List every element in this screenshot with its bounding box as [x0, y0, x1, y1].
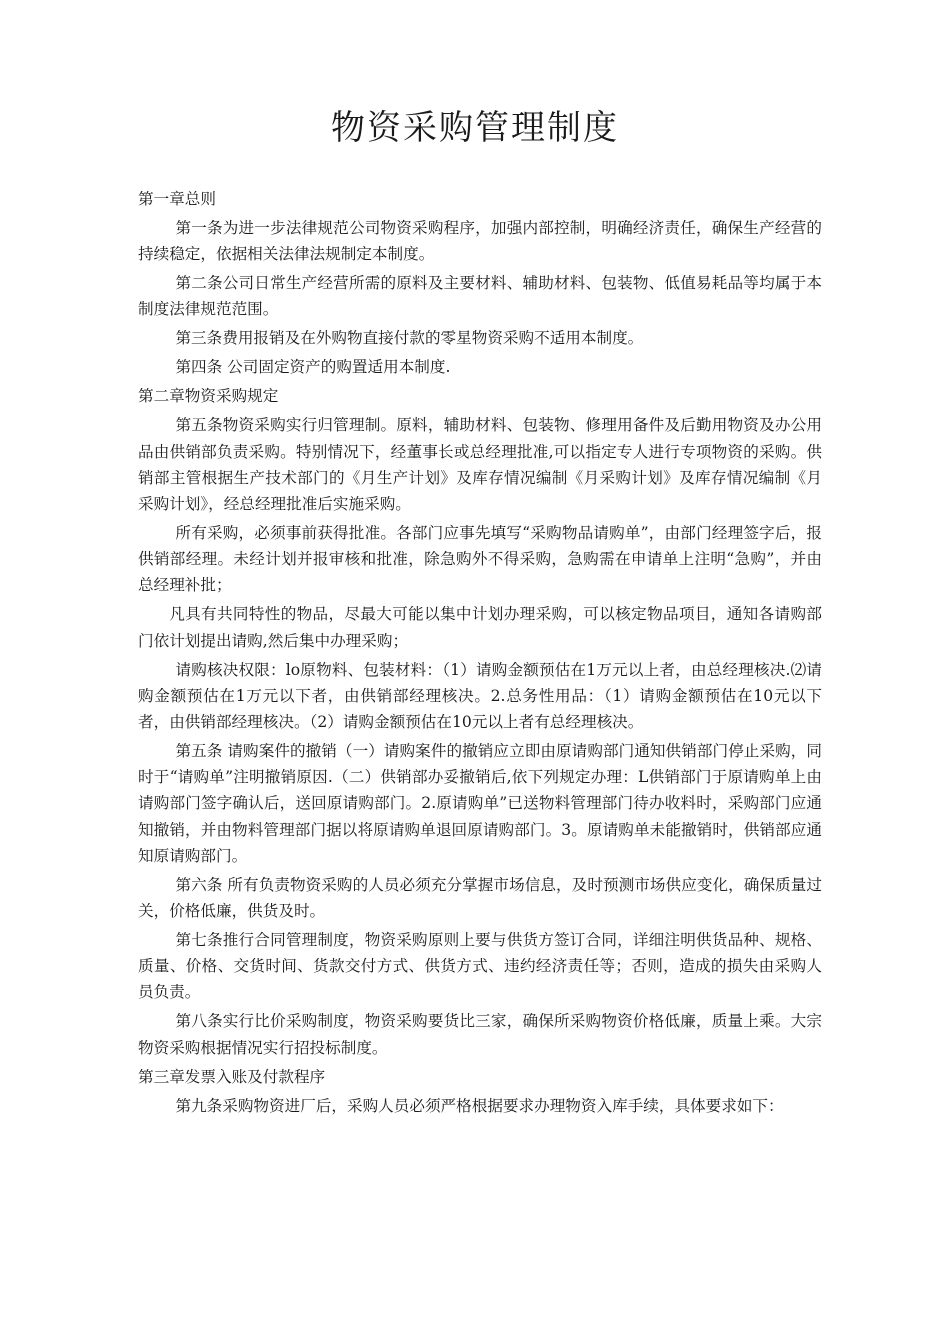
paragraph: 第八条实行比价采购制度，物资采购要货比三家，确保所采购物资价格低廉，质量上乘。大宗物资采购根据情况实行招投标制度。 [138, 1012, 822, 1057]
paragraph: 第二条公司日常生产经营所需的原料及主要材料、辅助材料、包装物、低值易耗品等均属于本制度法律规范范围。 [138, 274, 822, 319]
paragraph: 第三条费用报销及在外购物直接付款的零星物资采购不适用本制度。 [175, 329, 644, 348]
paragraph: 第五条物资采购实行归管理制。原料，辅助材料、包装物、修理用备件及后勤用物资及办公用品由供销部负责采购。特别情况下，经董事长或总经理批准,可以指定专人进行专项物资的采购。供销部主管根据生产技术部门的《月生产计划》及库存情况编制《月采购计划》及库存情况编制《月采购计划》，经总经理批准后实施采购。 [138, 416, 822, 514]
paragraph: 所有采购，必须事前获得批准。各部门应事先填写“采购物品请购单”，由部门经理签字后，报供销部经理。未经计划并报审核和批准，除急购外不得采购，急购需在申请单上注明“急购”，并由总经理补批； [138, 524, 822, 595]
document-body [138, 186, 822, 1122]
paragraph: 第九条采购物资进厂后，采购人员必须严格根据要求办理物资入库手续，具体要求如下： [175, 1096, 784, 1115]
chapter-heading: 第一章总则 [138, 190, 216, 208]
paragraph: 第五条 请购案件的撤销（一）请购案件的撤销应立即由原请购部门通知供销部门停止采购，同时于“请购单”注明撤销原因.（二）供销部办妥撤销后,依下列规定办理：L供销部门于原请购单上由请购部门签字确认后，送回原请购部门。2.原请购单”已送物料管理部门待办收料时，采购部门应通知撤销，并由物料管理部门据以将原请购单退回原请购部门。3。原请购单未能撤销时，供销部应通知原请购部门。 [138, 742, 822, 865]
paragraph: 第四条 公司固定资产的购置适用本制度. [175, 358, 451, 377]
paragraph: 第一条为进一步法律规范公司物资采购程序，加强内部控制，明确经济责任，确保生产经营的持续稳定，依据相关法律法规制定本制度。 [138, 219, 822, 264]
paragraph: 请购核决权限：lo原物料、包装材料：（1）请购金额预估在1万元以上者，由总经理核决.⑵请购金额预估在1万元以下者，由供销部经理核决。2.总务性用品：（1）请购金额预估在10元以下者，由供销部经理核决。（2）请购金额预估在10元以上者有总经理核决。 [138, 660, 822, 732]
paragraph: 第六条 所有负责物资采购的人员必须充分掌握市场信息，及时预测市场供应变化，确保质量过关，价格低廉，供货及时。 [138, 875, 822, 921]
chapter-heading: 第三章发票入账及付款程序 [138, 1067, 326, 1086]
paragraph: 凡具有共同特性的物品，尽最大可能以集中计划办理采购，可以核定物品项目，通知各请购部门依计划提出请购,然后集中办理采购； [138, 605, 822, 650]
paragraph: 第七条推行合同管理制度，物资采购原则上要与供货方签订合同，详细注明供货品种、规格、质量、价格、交货时间、货款交付方式、供货方式、违约经济责任等；否则，造成的损失由采购人员负责。 [138, 931, 822, 1002]
document-title: 物资采购管理制度 [331, 108, 619, 148]
chapter-heading: 第二章物资采购规定 [138, 387, 279, 406]
